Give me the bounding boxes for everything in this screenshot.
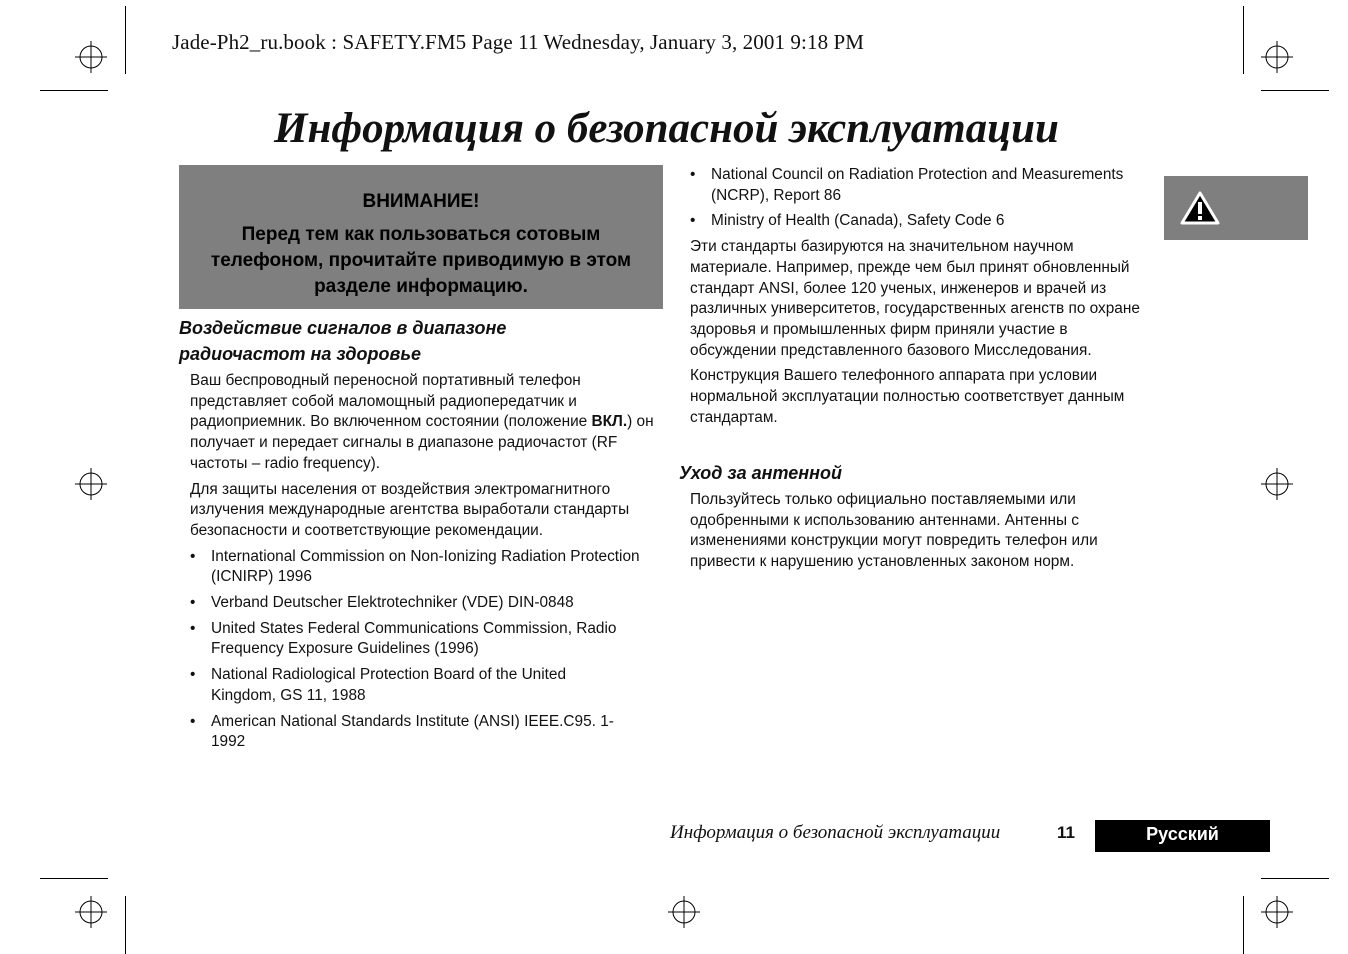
crop-mark (125, 6, 126, 74)
warning-text: Перед тем как пользоваться сотовым телефоном, прочитайте приводимую в этом разделе информацию. (210, 224, 632, 297)
page-title: Информация о безопасной эксплуатации (274, 105, 1059, 152)
paragraph: Для защиты населения от воздействия электромагнитного излучения международные агентства выработали стандарты безопасности и соответствующие рекомендации. (190, 480, 630, 539)
list-item-text: Ministry of Health (Canada), Safety Code 6 (711, 212, 1005, 230)
crop-mark (125, 896, 126, 954)
registration-mark-icon (1261, 468, 1293, 500)
list-item-text: National Council on Radiation Protection and Measurements (NCRP), Report 86 (711, 166, 1124, 204)
crop-mark (1243, 6, 1244, 74)
paragraph: Конструкция Вашего телефонного аппарата при условии нормальной эксплуатации полностью соответствует данным стандартам. (690, 367, 1125, 426)
list-item (190, 593, 659, 614)
footer-title: Информация о безопасной эксплуатации (670, 822, 1001, 843)
list-item-text: International Commission on Non-Ionizing Radiation Protection (ICNIRP) 1996 (211, 547, 640, 586)
list-item (190, 712, 659, 753)
standards-list (190, 547, 659, 753)
bullet-icon: • (690, 212, 696, 230)
registration-mark-icon (75, 41, 107, 73)
standards-list-continued (690, 165, 1158, 232)
list-item-text: Verband Deutscher Elektrotechniker (VDE) DIN-0848 (211, 594, 574, 612)
paragraph (190, 371, 659, 475)
bullet-icon: • (190, 712, 196, 730)
bullet-icon: • (190, 666, 196, 684)
bullet-icon: • (690, 166, 696, 183)
list-item (190, 619, 659, 660)
registration-mark-icon (668, 896, 700, 928)
crop-mark (40, 878, 108, 879)
bullet-icon: • (190, 594, 196, 612)
right-column (690, 165, 1158, 428)
on-state-label: ВКЛ. (591, 413, 628, 431)
print-header: Jade-Ph2_ru.book : SAFETY.FM5 Page 11 Wednesday, January 3, 2001 9:18 PM (172, 30, 865, 54)
section-heading-antenna: Уход за антенной (679, 463, 843, 483)
warning-heading: ВНИМАНИЕ! (362, 191, 480, 212)
paragraph-text: ) он получает и передает сигналы в диапазоне радиочастот (RF частоты – radio frequency). (190, 413, 654, 472)
crop-mark (40, 90, 108, 91)
list-item (190, 547, 659, 588)
paragraph-text: Ваш беспроводный переносной портативный телефон представляет собой маломощный радиопередатчик и радиоприемник. Во включенном состоянии (положение (190, 372, 592, 431)
registration-mark-icon (75, 896, 107, 928)
warning-box (179, 165, 663, 309)
crop-mark (1243, 896, 1244, 954)
list-item-text: National Radiological Protection Board of the United Kingdom, GS 11, 1988 (211, 666, 567, 704)
list-item (690, 211, 1158, 232)
registration-mark-icon (1261, 41, 1293, 73)
antenna-section (679, 460, 1158, 573)
bullet-icon: • (190, 619, 196, 637)
list-item (190, 665, 659, 706)
paragraph: Эти стандарты базируются на значительном научном материале. Например, прежде чем был принят обновленный стандарт ANSI, более 120 ученых, инженеров и врачей из различных университетов, государственных агенств по охране здоровья и промышленных фирм приняли участие в обсуждении представленного базового Мисследования. (690, 238, 1140, 359)
section-heading-rf: Воздействие сигналов в диапазоне радиочастот на здоровье (179, 318, 507, 364)
paragraph: Пользуйтесь только официально поставляемыми или одобренными к использованию антеннами. Антенны с изменениями конструкции могут повредить телефон или привести к нарушению установленных законом норм. (690, 491, 1098, 571)
crop-mark (1261, 878, 1329, 879)
left-column (179, 315, 659, 753)
list-item-text: American National Standards Institute (ANSI) IEEE.C95. 1-1992 (211, 712, 614, 751)
language-tab: Русский (1095, 820, 1270, 852)
registration-mark-icon (75, 468, 107, 500)
crop-mark (1261, 90, 1329, 91)
safety-tab (1164, 176, 1308, 240)
list-item (690, 165, 1158, 206)
page-number: 11 (1057, 823, 1075, 842)
registration-mark-icon (1261, 896, 1293, 928)
bullet-icon: • (190, 547, 196, 565)
list-item-text: United States Federal Communications Commission, Radio Frequency Exposure Guidelines (1996) (211, 619, 617, 658)
warning-triangle-icon (1180, 190, 1220, 226)
